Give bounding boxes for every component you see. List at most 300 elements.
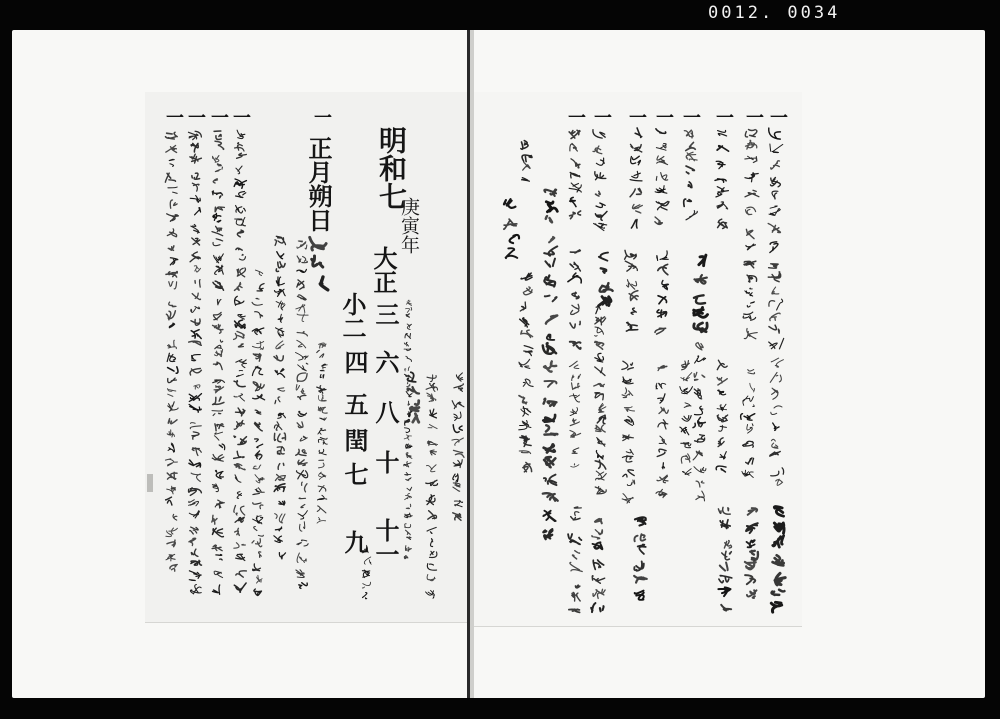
handwriting-stroke [717, 378, 727, 386]
handwriting-stroke [213, 214, 221, 223]
handwriting-column [715, 131, 729, 229]
handwriting-stroke [688, 182, 691, 188]
handwriting-stroke [235, 475, 241, 483]
handwriting-stroke [189, 460, 201, 467]
handwriting-stroke [768, 224, 780, 233]
handwriting-stroke [217, 299, 220, 304]
handwriting-stroke [192, 173, 200, 179]
handwriting-stroke [168, 389, 176, 397]
handwriting-stroke [190, 423, 201, 429]
handwriting-stroke [297, 332, 307, 336]
handwriting-stroke [410, 401, 419, 411]
handwriting-stroke [771, 358, 783, 367]
handwriting-stroke [523, 162, 530, 170]
handwriting-stroke [302, 482, 307, 492]
handwriting-stroke [168, 367, 178, 373]
handwriting-stroke [404, 349, 411, 351]
handwriting-stroke [594, 384, 605, 387]
big-month: 十 [371, 450, 400, 474]
handwriting-stroke [428, 424, 437, 428]
handwriting-stroke [213, 179, 217, 183]
handwriting-stroke [655, 186, 667, 194]
handwriting-stroke [253, 395, 265, 400]
handwriting-stroke [622, 494, 633, 503]
handwriting-stroke [404, 556, 408, 559]
handwriting-stroke [426, 590, 435, 598]
handwriting-stroke [300, 522, 305, 531]
handwriting-stroke [318, 407, 327, 413]
handwriting-stroke [720, 563, 728, 571]
handwriting-stroke [236, 554, 245, 560]
handwriting-stroke [570, 211, 581, 219]
handwriting-stroke [720, 520, 730, 529]
handwriting-stroke [404, 513, 412, 517]
handwriting-stroke [297, 340, 306, 348]
handwriting-stroke [523, 463, 532, 472]
handwriting-stroke [236, 408, 245, 416]
handwriting-stroke [191, 319, 200, 325]
handwriting-stroke [213, 362, 222, 369]
handwriting-stroke [255, 439, 263, 448]
handwriting-stroke [574, 507, 581, 516]
handwriting-stroke [570, 431, 581, 438]
handwriting-stroke [214, 131, 221, 140]
handwriting-stroke [686, 166, 694, 174]
handwriting-stroke [595, 425, 605, 432]
handwriting-stroke [234, 543, 245, 549]
handwriting-stroke [253, 564, 261, 571]
handwriting-stroke [543, 493, 558, 501]
handwriting-stroke [686, 211, 697, 220]
handwriting-stroke [297, 373, 307, 382]
handwriting-stroke [452, 401, 464, 409]
handwriting-stroke [570, 197, 576, 206]
handwriting-stroke [191, 330, 201, 339]
handwriting-stroke [406, 300, 411, 306]
handwriting-stroke [745, 288, 753, 296]
handwriting-stroke [318, 486, 326, 492]
handwriting-stroke [167, 430, 174, 437]
handwriting-stroke [278, 388, 285, 391]
handwriting-stroke [545, 259, 555, 267]
handwriting-stroke [320, 374, 324, 378]
handwriting-stroke [404, 435, 411, 440]
handwriting-stroke [167, 229, 176, 237]
handwriting-column [296, 241, 309, 589]
handwriting-stroke [593, 146, 602, 154]
big-month: 十一 [371, 518, 400, 566]
handwriting-stroke [236, 192, 246, 198]
handwriting-stroke [772, 388, 778, 399]
handwriting-stroke [750, 551, 758, 560]
handwriting-stroke [519, 421, 531, 430]
handwriting-stroke [523, 379, 533, 387]
handwriting-stroke [212, 484, 218, 492]
big-month: 八 [371, 400, 400, 424]
list-item-mark: 一 [163, 108, 184, 126]
handwriting-stroke [235, 320, 246, 328]
handwriting-stroke [253, 488, 265, 495]
handwriting-stroke [771, 590, 784, 595]
handwriting-stroke [717, 415, 728, 422]
handwriting-stroke [746, 523, 758, 533]
handwriting-stroke [319, 449, 326, 454]
handwriting-stroke [681, 373, 692, 381]
handwriting-stroke [686, 142, 696, 150]
list-item-mark: 一 [653, 108, 674, 126]
handwriting-stroke [656, 489, 667, 497]
handwriting-stroke [253, 516, 263, 524]
list-item-mark: 一 [208, 108, 229, 126]
handwriting-stroke [312, 256, 323, 267]
handwriting-stroke [276, 341, 284, 349]
handwriting-column [317, 343, 328, 523]
handwriting-stroke [635, 517, 646, 525]
handwriting-stroke [213, 312, 221, 319]
handwriting-stroke [427, 575, 435, 581]
handwriting-stroke [254, 589, 262, 596]
handwriting-stroke [570, 262, 580, 271]
handwriting-stroke [252, 328, 263, 335]
handwriting-stroke [407, 412, 411, 417]
handwriting-stroke [631, 156, 641, 165]
handwriting-stroke [454, 450, 465, 457]
handwriting-column [745, 130, 759, 215]
handwriting-stroke [234, 436, 247, 444]
handwriting-stroke [237, 153, 247, 158]
handwriting-stroke [192, 238, 200, 245]
handwriting-stroke [430, 551, 437, 557]
handwriting-stroke [520, 318, 529, 327]
handwriting-stroke [744, 261, 756, 268]
handwriting-stroke [546, 216, 552, 222]
handwriting-stroke [747, 275, 757, 282]
handwriting-stroke [570, 342, 581, 349]
handwriting-stroke [773, 536, 784, 547]
handwriting-stroke [279, 501, 285, 505]
handwriting-stroke [275, 527, 281, 531]
handwriting-stroke [189, 500, 199, 506]
handwriting-stroke [275, 236, 286, 245]
handwriting-stroke [686, 152, 697, 161]
handwriting-stroke [213, 380, 225, 383]
handwriting-stroke [718, 507, 730, 514]
handwriting-stroke [544, 399, 557, 406]
handwriting-stroke [522, 178, 530, 182]
handwriting-stroke [212, 515, 217, 524]
handwriting-stroke [274, 433, 285, 442]
handwriting-stroke [297, 256, 307, 263]
handwriting-column [771, 507, 785, 613]
handwriting-stroke [317, 386, 326, 394]
handwriting-stroke [771, 602, 781, 612]
era-year-heading: 明和七 [375, 126, 408, 210]
handwriting-stroke [745, 173, 758, 182]
handwriting-stroke [259, 552, 262, 557]
handwriting-stroke [741, 414, 755, 421]
handwriting-stroke [404, 428, 409, 433]
handwriting-stroke [769, 128, 781, 139]
handwriting-stroke [543, 415, 555, 422]
handwriting-stroke [624, 407, 634, 412]
handwriting-column [693, 343, 706, 501]
handwriting-stroke [363, 593, 367, 599]
list-item-mark: 一 [767, 108, 788, 126]
handwriting-stroke [571, 464, 579, 468]
handwriting-column [716, 360, 728, 472]
big-month: 六 [371, 350, 400, 374]
handwriting-stroke [768, 272, 780, 282]
handwriting-stroke [595, 460, 606, 469]
handwriting-stroke [456, 373, 462, 381]
handwriting-stroke [593, 560, 603, 569]
handwriting-stroke [297, 540, 308, 546]
small-month: 閏 [340, 428, 369, 452]
handwriting-stroke [635, 591, 644, 600]
handwriting-column [568, 507, 582, 613]
handwriting-stroke [694, 389, 702, 399]
list-item-mark: 一 [626, 108, 647, 126]
handwriting-stroke [216, 555, 222, 561]
handwriting-stroke [717, 360, 727, 370]
handwriting-stroke [696, 491, 705, 501]
handwriting-stroke [546, 316, 557, 324]
handwriting-stroke [238, 314, 245, 319]
handwriting-stroke [601, 268, 607, 272]
handwriting-stroke [167, 214, 179, 221]
handwriting-stroke [277, 447, 284, 455]
handwriting-stroke [635, 128, 642, 137]
big-months-label: 大正 [369, 246, 398, 294]
handwriting-stroke [219, 444, 225, 450]
handwriting-stroke [571, 517, 580, 520]
handwriting-stroke [715, 179, 726, 183]
handwriting-stroke [407, 487, 412, 491]
handwriting-stroke [318, 394, 326, 401]
handwriting-stroke [545, 425, 558, 435]
handwriting-stroke [748, 370, 755, 374]
handwriting-stroke [430, 450, 436, 455]
handwriting-stroke [298, 363, 308, 371]
handwriting-stroke [362, 582, 370, 588]
handwriting-stroke [276, 277, 284, 286]
handwriting-stroke [717, 202, 728, 209]
handwriting-stroke [274, 356, 283, 361]
handwriting-stroke [297, 422, 303, 428]
handwriting-stroke [572, 374, 581, 380]
handwriting-column [599, 253, 613, 306]
handwriting-stroke [769, 338, 784, 349]
handwriting-stroke [629, 291, 638, 301]
handwriting-stroke [254, 527, 264, 537]
handwriting-stroke [595, 393, 603, 400]
handwriting-stroke [520, 302, 525, 311]
handwriting-stroke [522, 155, 532, 162]
handwriting-stroke [234, 451, 244, 458]
handwriting-stroke [599, 297, 611, 306]
handwriting-stroke [658, 366, 667, 371]
handwriting-column [594, 307, 607, 494]
handwriting-stroke [406, 314, 409, 317]
handwriting-stroke [772, 439, 778, 448]
handwriting-stroke [426, 383, 437, 391]
handwriting-stroke [297, 280, 304, 289]
handwriting-stroke [744, 329, 757, 339]
handwriting-stroke [746, 140, 757, 149]
handwriting-stroke [212, 528, 223, 537]
handwriting-stroke [216, 470, 224, 478]
handwriting-stroke [406, 453, 412, 459]
handwriting-stroke [771, 178, 781, 187]
handwriting-stroke [426, 480, 438, 485]
handwriting-column [452, 373, 464, 520]
handwriting-stroke [657, 251, 668, 261]
handwriting-stroke [317, 506, 326, 513]
handwriting-stroke [189, 394, 201, 402]
handwriting-stroke [746, 207, 756, 215]
handwriting-stroke [236, 360, 247, 368]
handwriting-stroke [190, 369, 201, 376]
handwriting-stroke [277, 252, 284, 259]
handwriting-stroke [189, 404, 201, 412]
handwriting-stroke [252, 298, 262, 305]
handwriting-stroke [299, 583, 307, 589]
handwriting-stroke [297, 470, 308, 479]
handwriting-stroke [452, 438, 464, 445]
handwriting-stroke [190, 196, 200, 203]
handwriting-stroke [274, 422, 282, 430]
handwriting-stroke [718, 587, 730, 596]
handwriting-stroke [257, 575, 263, 583]
handwriting-stroke [192, 355, 201, 361]
handwriting-stroke [592, 530, 603, 539]
handwriting-column [684, 130, 698, 220]
handwriting-stroke [769, 264, 779, 268]
handwriting-stroke [318, 428, 326, 434]
handwriting-stroke [234, 394, 244, 401]
handwriting-column [634, 517, 647, 600]
handwriting-stroke [543, 343, 556, 354]
handwriting-stroke [524, 346, 533, 356]
handwriting-stroke [680, 387, 693, 394]
handwriting-stroke [276, 328, 284, 338]
handwriting-stroke [215, 500, 224, 508]
handwriting-stroke [214, 571, 222, 578]
handwriting-column [568, 250, 581, 349]
handwriting-stroke [591, 603, 604, 612]
handwriting-stroke [519, 359, 530, 368]
handwriting-stroke [235, 296, 244, 305]
handwriting-stroke [746, 244, 756, 250]
handwriting-stroke [407, 324, 411, 330]
handwriting-stroke [298, 511, 307, 519]
handwriting-stroke [454, 384, 463, 392]
handwriting-stroke [657, 475, 668, 483]
handwriting-stroke [405, 546, 411, 552]
handwriting-stroke [544, 276, 555, 287]
handwriting-stroke [278, 314, 283, 322]
handwriting-stroke [318, 495, 327, 500]
handwriting-stroke [253, 465, 261, 469]
handwriting-stroke [431, 539, 433, 547]
handwriting-stroke [693, 417, 705, 427]
handwriting-stroke [189, 571, 201, 581]
handwriting-stroke [695, 356, 706, 363]
handwriting-stroke [519, 451, 530, 454]
handwriting-stroke [569, 609, 580, 612]
handwriting-stroke [627, 480, 634, 485]
handwriting-stroke [569, 130, 580, 138]
handwriting-stroke [684, 130, 693, 138]
handwriting-stroke [682, 361, 690, 370]
handwriting-stroke [630, 188, 641, 196]
handwriting-stroke [657, 310, 667, 318]
handwriting-stroke [191, 143, 198, 152]
handwriting-stroke [724, 541, 731, 548]
handwriting-stroke [770, 372, 781, 382]
handwriting-stroke [405, 473, 411, 476]
handwriting-stroke [595, 353, 604, 362]
handwriting-stroke [544, 361, 556, 371]
handwriting-stroke [595, 341, 604, 349]
handwriting-stroke [718, 219, 728, 228]
list-item-mark: 一 [680, 108, 701, 126]
handwriting-stroke [695, 406, 703, 415]
handwriting-stroke [570, 394, 580, 402]
handwriting-stroke [170, 565, 177, 572]
handwriting-stroke [772, 191, 778, 199]
handwriting-stroke [722, 551, 732, 560]
handwriting-stroke [235, 283, 243, 291]
handwriting-stroke [215, 265, 224, 274]
handwriting-stroke [405, 494, 412, 500]
handwriting-stroke [274, 536, 282, 543]
handwriting-stroke [453, 460, 462, 468]
handwriting-stroke [572, 383, 580, 390]
handwriting-stroke [234, 331, 245, 339]
handwriting-stroke [570, 321, 580, 328]
handwriting-stroke [570, 250, 580, 253]
handwriting-stroke [595, 211, 607, 220]
handwriting-stroke [275, 397, 280, 404]
handwriting-stroke [235, 143, 244, 151]
handwriting-stroke [255, 270, 262, 275]
handwriting-stroke [166, 132, 178, 139]
handwriting-stroke [595, 317, 606, 325]
handwriting-stroke [770, 313, 780, 320]
handwriting-stroke [695, 435, 705, 443]
handwriting-stroke [170, 200, 177, 208]
handwriting-stroke [166, 528, 178, 537]
handwriting-stroke [625, 261, 637, 271]
handwriting-stroke [547, 335, 554, 340]
handwriting-stroke [570, 173, 580, 178]
handwriting-stroke [168, 378, 177, 383]
handwriting-stroke [297, 241, 307, 249]
list-item-mark: 一 [185, 108, 206, 126]
handwriting-stroke [255, 422, 263, 431]
handwriting-stroke [453, 425, 462, 433]
handwriting-stroke [694, 308, 708, 318]
handwriting-stroke [631, 220, 637, 229]
handwriting-stroke [192, 293, 200, 299]
handwriting-column [680, 361, 693, 476]
handwriting-stroke [297, 314, 308, 322]
handwriting-stroke [252, 366, 262, 375]
small-month: 七 [340, 462, 369, 486]
handwriting-stroke [626, 449, 633, 454]
handwriting-stroke [716, 466, 726, 472]
